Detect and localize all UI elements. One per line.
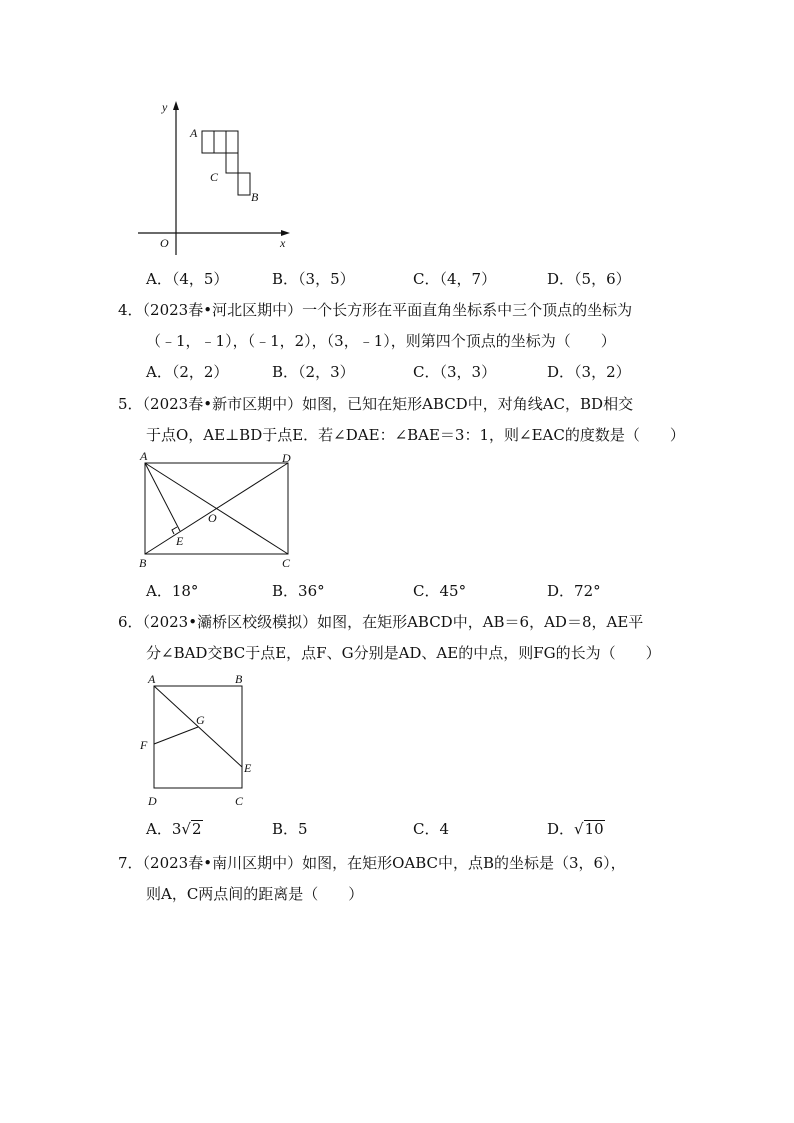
label-o: O	[208, 511, 217, 525]
q7-text-line1: 7．（2023春•南川区期中）如图，在矩形OABC中，点B的坐标是（3，6），	[118, 854, 626, 872]
label-e: E	[176, 534, 184, 548]
label-o: O	[160, 236, 169, 250]
label-g: G	[196, 713, 205, 727]
label-y: y	[162, 100, 168, 114]
label-a: A	[148, 672, 156, 686]
q4-option-d[interactable]: D．（3，2）	[547, 363, 631, 381]
segment-ae	[145, 463, 180, 531]
option-a-prefix: A．3	[146, 820, 182, 838]
q5-option-b[interactable]: B．36°	[272, 582, 325, 600]
q4-text-line2: （﹣1，﹣1），（﹣1，2），（3，﹣1），则第四个顶点的坐标为（ ）	[146, 332, 616, 350]
q5-option-a[interactable]: A．18°	[146, 582, 199, 600]
q3-option-d[interactable]: D．（5，6）	[547, 270, 631, 288]
q3-option-a[interactable]: A．（4，5）	[146, 270, 229, 288]
staircase-squares	[202, 131, 250, 195]
label-a: A	[140, 452, 148, 463]
label-c: C	[210, 170, 219, 184]
q5-option-c[interactable]: C．45°	[413, 582, 467, 600]
q5-option-d[interactable]: D．72°	[547, 582, 601, 600]
label-d: D	[282, 452, 291, 465]
q4-option-c[interactable]: C．（3，3）	[413, 363, 497, 381]
q6-text-line2: 分∠BAD交BC于点E，点F、G分别是AD、AE的中点，则FG的长为（ ）	[146, 644, 661, 662]
q5-text-line2: 于点O，AE⊥BD于点E．若∠DAE：∠BAE＝3：1，则∠EAC的度数是（ ）	[146, 426, 685, 444]
q6-option-c[interactable]: C．4	[413, 820, 450, 838]
q3-option-b[interactable]: B．（3，5）	[272, 270, 355, 288]
option-d-radicand: 10	[584, 820, 604, 838]
q4-option-a[interactable]: A．（2，2）	[146, 363, 229, 381]
q6-option-a[interactable]	[146, 819, 203, 839]
q3-option-c[interactable]: C．（4，7）	[413, 270, 497, 288]
option-a-radicand: 2	[191, 820, 202, 838]
label-d: D	[148, 794, 157, 808]
label-x: x	[280, 236, 286, 250]
label-c: C	[235, 794, 244, 808]
q5-text-line1: 5．（2023春•新市区期中）如图，已知在矩形ABCD中，对角线AC，BD相交	[118, 395, 634, 413]
label-b: B	[235, 672, 243, 686]
label-c: C	[282, 556, 291, 570]
label-b: B	[139, 556, 147, 570]
q4-text-line1: 4．（2023春•河北区期中）一个长方形在平面直角坐标系中三个顶点的坐标为	[118, 301, 633, 319]
q6-rectangle-figure	[134, 671, 264, 811]
q5-rectangle-figure	[135, 452, 305, 574]
option-d-prefix: D．	[547, 820, 575, 838]
q6-option-d[interactable]	[547, 819, 605, 839]
radical-sign: √	[181, 820, 191, 838]
right-angle-mark	[172, 527, 177, 534]
label-f: F	[140, 738, 148, 752]
label-a: A	[190, 126, 198, 140]
q7-text-line2: 则A，C两点间的距离是（ ）	[146, 885, 364, 903]
radical-sign: √	[574, 820, 584, 838]
rect-abcd	[154, 686, 242, 788]
q6-text-line1: 6．（2023•灞桥区校级模拟）如图，在矩形ABCD中，AB＝6，AD＝8，AE平	[118, 613, 644, 631]
label-b: B	[251, 190, 259, 204]
q6-option-b[interactable]: B．5	[272, 820, 308, 838]
segment-fg	[154, 727, 198, 744]
q4-option-b[interactable]: B．（2，3）	[272, 363, 355, 381]
label-e: E	[244, 761, 252, 775]
y-axis-arrow	[173, 101, 179, 110]
q3-coordinate-figure	[130, 95, 300, 260]
